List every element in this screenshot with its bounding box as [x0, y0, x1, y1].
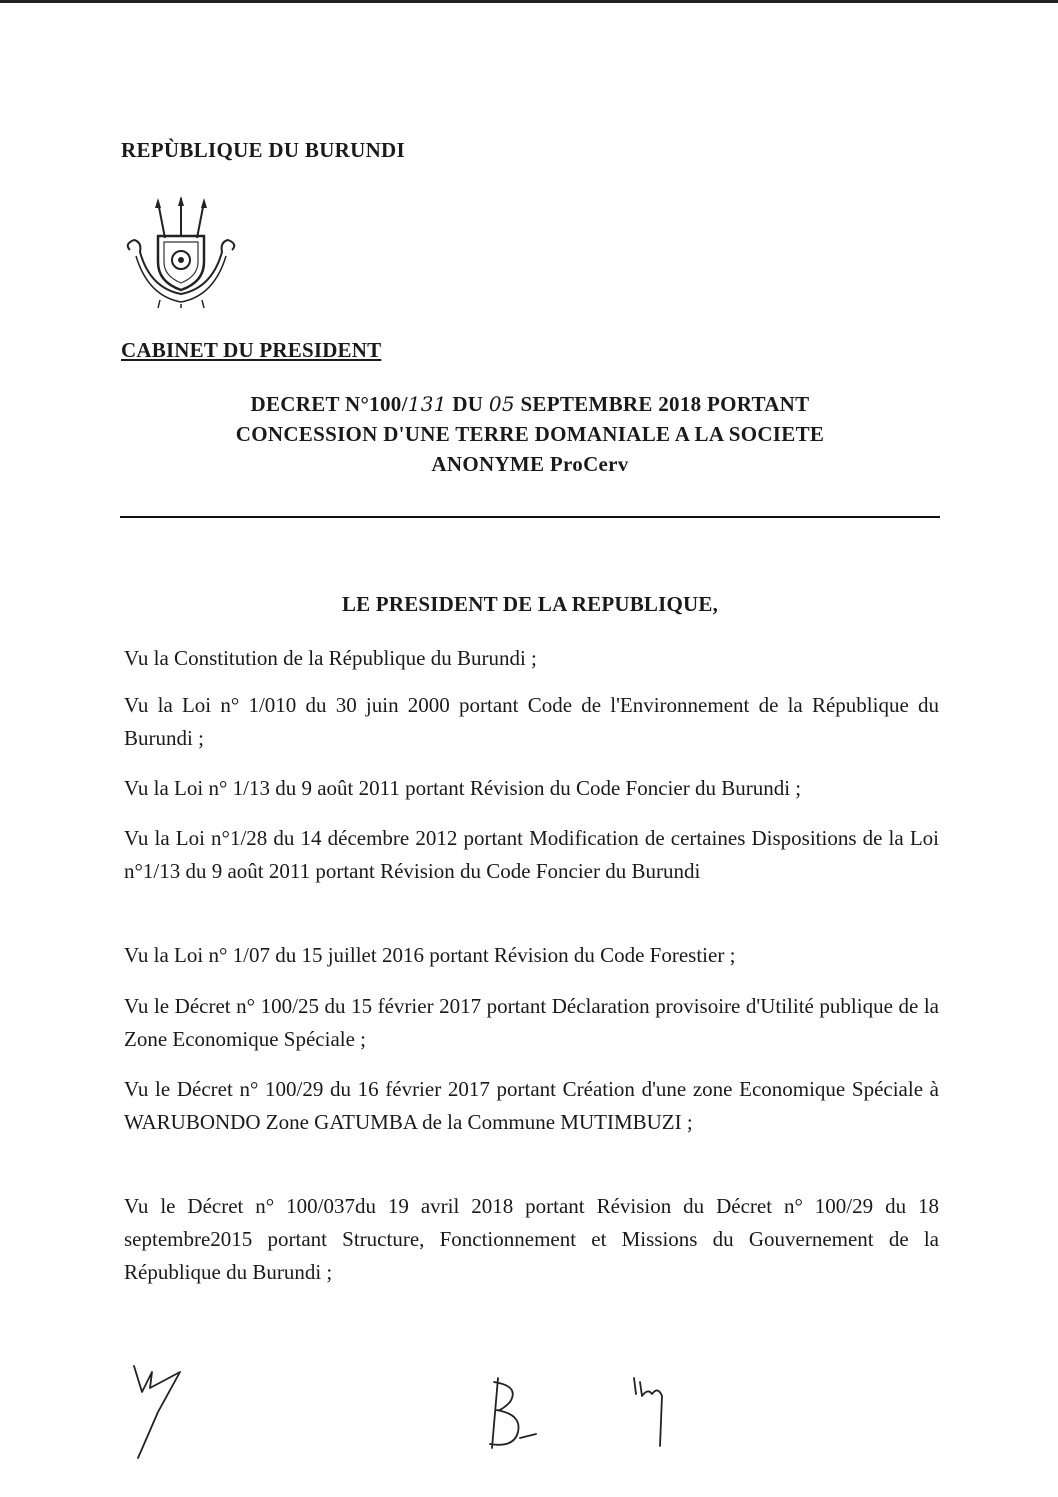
paragraph-revision-decret: Vu le Décret n° 100/037du 19 avril 2018 portant Révision du Décret n° 100/29 du 18 septembre2015 portant Structure, Fonctionnement et Missions du Gouvernement de la République du Burundi ; [124, 1194, 939, 1284]
handwritten-initial-right [624, 1374, 674, 1448]
paragraph-modification-code-foncier: Vu la Loi n°1/28 du 14 décembre 2012 portant Modification de certaines Dispositions de la Loi n°1/13 du 9 août 2011 portant Révision du Code Foncier du Burundi [124, 826, 939, 883]
handwritten-initial-left [128, 1362, 186, 1462]
decree-title [150, 389, 910, 479]
burundi-coat-of-arms-icon [120, 196, 242, 308]
decree-title-line-2: CONCESSION D'UNE TERRE DOMANIALE A LA SOCIETE [235, 422, 825, 446]
decree-du: DU [446, 392, 489, 416]
paragraph-declaration-utilite: Vu le Décret n° 100/25 du 15 février 2017 portant Déclaration provisoire d'Utilité publique de la Zone Economique Spéciale ; [124, 994, 939, 1051]
paragraph-code-forestier: Vu la Loi n° 1/07 du 15 juillet 2016 portant Révision du Code Forestier ; [124, 943, 736, 967]
president-heading: LE PRESIDENT DE LA REPUBLIQUE, [341, 592, 719, 616]
handwritten-initial-middle [470, 1372, 540, 1452]
top-border-line [0, 0, 1058, 3]
cabinet-heading: CABINET DU PRESIDENT [121, 338, 382, 362]
country-heading: REPÙBLIQUE DU BURUNDI [121, 138, 405, 162]
decree-title-line-1 [150, 389, 910, 419]
paragraph-code-foncier: Vu la Loi n° 1/13 du 9 août 2011 portant Révision du Code Foncier du Burundi ; [124, 776, 802, 800]
decree-prefix: DECRET N°100/ [250, 392, 408, 416]
paragraph-zone-economique: Vu le Décret n° 100/29 du 16 février 2017 portant Création d'une zone Economique Spéciale à WARUBONDO Zone GATUMBA de la Commune MUTIMBUZI ; [124, 1077, 939, 1134]
decree-day: 05 [488, 392, 515, 416]
paragraph-constitution: Vu la Constitution de la République du Burundi ; [124, 646, 537, 670]
separator-rule [120, 516, 940, 518]
decree-date-rest: SEPTEMBRE 2018 PORTANT [514, 392, 810, 416]
decree-title-line-3: ANONYME ProCerv [431, 452, 629, 476]
decree-number: 131 [407, 392, 447, 416]
paragraph-loi-environnement: Vu la Loi n° 1/010 du 30 juin 2000 portant Code de l'Environnement de la République du Burundi ; [124, 693, 939, 750]
